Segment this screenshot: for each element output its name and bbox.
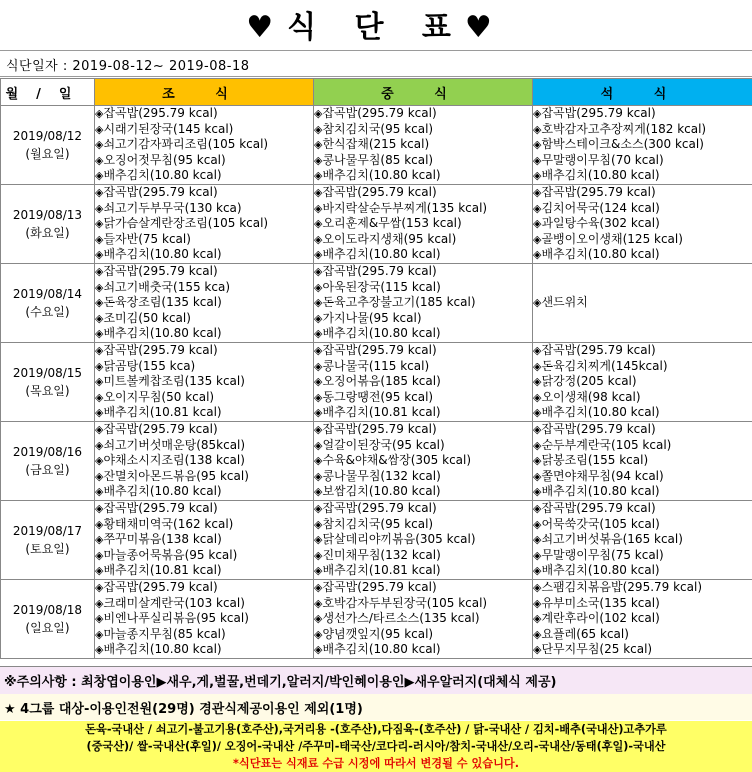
menu-item: ◈ 돈육김치찌게(145kcal) [533, 359, 752, 375]
column-header-lunch: 중 식 [314, 79, 533, 106]
menu-item: ◈ 잡곡밥(295.79 kcal) [95, 106, 313, 122]
menu-item: ◈ 호박감자두부된장국(105 kcal) [314, 596, 532, 612]
breakfast-cell [95, 501, 314, 580]
menu-item: ◈ 얼갈이된장국(95 kcal) [314, 438, 532, 454]
dinner-cell [533, 343, 752, 422]
menu-item: ◈ 골뱅이오이생채(125 kcal) [533, 232, 752, 248]
page-title: ♥식 단 표♥ [246, 10, 506, 45]
breakfast-cell [95, 185, 314, 264]
menu-item: ◈ 돈육고추장불고기(185 kcal) [314, 295, 532, 311]
menu-item: ◈ 잡곡밥(295.79 kcal) [533, 422, 752, 438]
weekday-text: (목요일) [25, 384, 70, 398]
menu-item: ◈ 닭강정(205 kcal) [533, 374, 752, 390]
column-header-breakfast: 조 식 [95, 79, 314, 106]
day-row [1, 106, 752, 185]
menu-item: ◈ 가지나물(95 kcal) [314, 311, 532, 327]
menu-item: ◈ 오징어볶음(185 kcal) [314, 374, 532, 390]
header-row [1, 79, 752, 106]
menu-item: ◈ 참치김치국(95 kcal) [314, 517, 532, 533]
menu-item: ◈ 잡곡밥(295.79 kcal) [533, 343, 752, 359]
menu-item: ◈ 아욱된장국(115 kcal) [314, 280, 532, 296]
menu-item: ◈ 잡곡밥(295.79 kcal) [95, 264, 313, 280]
origin-box [0, 721, 752, 772]
lunch-cell [314, 580, 533, 659]
menu-item: ◈ 배추김치(10.80 kcal) [533, 168, 752, 184]
date-text: 2019/08/14 [12, 287, 83, 301]
menu-item: ◈ 잡곡밥(295.79 kcal) [95, 422, 313, 438]
menu-item: ◈ 콩나물무침(85 kcal) [314, 153, 532, 169]
dinner-cell [533, 501, 752, 580]
menu-item: ◈ 보쌈김치(10.80 kcal) [314, 484, 532, 500]
day-row [1, 185, 752, 264]
menu-item: ◈ 잡곡밥(295.79 kcal) [314, 501, 532, 517]
menu-item: ◈ 잡곡밥(295.79 kcal) [533, 106, 752, 122]
menu-item: ◈ 쇠고기감자꽈리조림(105 kcal) [95, 137, 313, 153]
menu-item: ◈ 잡곡밥(295.79 kcal) [314, 580, 532, 596]
menu-item: ◈ 쇠고기버섯매운탕(85kcal) [95, 438, 313, 454]
menu-item: ◈ 조미김(50 kcal) [95, 311, 313, 327]
menu-item: ◈ 과일탕수육(302 kcal) [533, 216, 752, 232]
breakfast-cell [95, 343, 314, 422]
menu-table [0, 78, 752, 659]
menu-item: ◈ 계란후라이(102 kcal) [533, 611, 752, 627]
date-cell [1, 422, 95, 501]
origin-warning: *식단표는 식재료 수급 시정에 따라서 변경될 수 있습니다. [233, 757, 519, 770]
breakfast-cell [95, 422, 314, 501]
menu-item: ◈ 돈육장조림(135 kcal) [95, 295, 313, 311]
menu-item: ◈ 쇠고기배춧국(155 kca) [95, 280, 313, 296]
notice-text: ※주의사항 : 최창엽이용인▶새우,게,벌꿀,번데기,알러지/박인혜이용인▶새우알러지(대체식 제공) [4, 675, 557, 690]
menu-item: ◈ 배추김치(10.81 kcal) [95, 563, 313, 579]
menu-item: ◈ 생선가스/타르소스(135 kcal) [314, 611, 532, 627]
menu-item: ◈ 마늘종지무침(85 kcal) [95, 627, 313, 643]
menu-item: ◈ 잡곡밥(295.79 kcal) [95, 343, 313, 359]
lunch-cell [314, 185, 533, 264]
menu-item: ◈ 오이지무침(50 kcal) [95, 390, 313, 406]
lunch-cell [314, 343, 533, 422]
weekday-text: (금요일) [25, 463, 70, 477]
weekday-text: (수요일) [25, 305, 70, 319]
period-label: 식단일자 : 2019-08-12~ 2019-08-18 [6, 59, 250, 74]
menu-item: ◈ 배추김치(10.80 kcal) [533, 563, 752, 579]
column-header-date: 월/일 [1, 79, 95, 106]
menu-item: ◈ 야채소시지조림(138 kcal) [95, 453, 313, 469]
menu-item: ◈ 함박스테이크&소스(300 kcal) [533, 137, 752, 153]
lunch-cell [314, 422, 533, 501]
menu-item: ◈ 닭곰탕(155 kca) [95, 359, 313, 375]
date-text: 2019/08/13 [12, 208, 83, 222]
dinner-cell [533, 422, 752, 501]
menu-item: ◈ 순두부계란국(105 kcal) [533, 438, 752, 454]
menu-item: ◈ 양념깻잎지(95 kcal) [314, 627, 532, 643]
menu-item: ◈ 배추김치(10.80 kcal) [95, 642, 313, 658]
menu-item: ◈ 시래기된장국(145 kcal) [95, 122, 313, 138]
weekday-text: (일요일) [25, 621, 70, 635]
column-header-dinner: 석 식 [533, 79, 752, 106]
weekday-text: (월요일) [25, 147, 70, 161]
menu-item: ◈ 오징어젓무침(95 kcal) [95, 153, 313, 169]
menu-item: ◈ 배추김치(10.80 kcal) [314, 326, 532, 342]
menu-item: ◈ 배추김치(10.80 kcal) [533, 247, 752, 263]
dinner-cell [533, 106, 752, 185]
menu-item: ◈ 콩나물무침(132 kcal) [314, 469, 532, 485]
menu-item: ◈ 오리훈제&무쌈(153 kcal) [314, 216, 532, 232]
menu-item: ◈ 황태채미역국(162 kcal) [95, 517, 313, 533]
lunch-cell [314, 264, 533, 343]
menu-item: ◈ 쇠고기두부무국(130 kca) [95, 201, 313, 217]
menu-item: ◈ 쫄면야채무침(94 kcal) [533, 469, 752, 485]
weekday-text: (화요일) [25, 226, 70, 240]
menu-item: ◈ 무말랭이무침(70 kcal) [533, 153, 752, 169]
divider [0, 76, 752, 77]
menu-item: ◈ 김치어묵국(124 kcal) [533, 201, 752, 217]
date-cell [1, 185, 95, 264]
menu-item: ◈ 잡곡밥(295.79 kcal) [314, 422, 532, 438]
menu-item: ◈ 오이생채(98 kcal) [533, 390, 752, 406]
menu-item: ◈ 샌드위치 [533, 295, 752, 311]
date-cell [1, 501, 95, 580]
menu-item: ◈ 참치김치국(95 kcal) [314, 122, 532, 138]
weekday-text: (토요일) [25, 542, 70, 556]
menu-item: ◈ 콩나물국(115 kcal) [314, 359, 532, 375]
date-text: 2019/08/15 [12, 366, 83, 380]
menu-item: ◈ 수육&야채&쌈장(305 kcal) [314, 453, 532, 469]
menu-item: ◈ 닭봉조림(155 kcal) [533, 453, 752, 469]
notice-bar [0, 666, 752, 695]
menu-item: ◈ 비엔나푸실리볶음(95 kcal) [95, 611, 313, 627]
menu-item: ◈ 닭살데리야끼볶음(305 kcal) [314, 532, 532, 548]
date-text: 2019/08/16 [12, 445, 83, 459]
breakfast-cell [95, 264, 314, 343]
menu-item: ◈ 배추김치(10.81 kcal) [95, 405, 313, 421]
menu-item: ◈ 진미채무침(132 kcal) [314, 548, 532, 564]
menu-item: ◈ 미트볼케찹조림(135 kcal) [95, 374, 313, 390]
menu-item: ◈ 잡곡밥(295.79 kcal) [314, 185, 532, 201]
menu-item: ◈ 배추김치(10.80 kcal) [314, 168, 532, 184]
menu-item: ◈ 동그랑땡전(95 kcal) [314, 390, 532, 406]
menu-item: ◈ 유부미소국(135 kcal) [533, 596, 752, 612]
date-cell [1, 264, 95, 343]
menu-item: ◈ 닭가슴살계란장조림(105 kcal) [95, 216, 313, 232]
menu-item: ◈ 배추김치(10.80 kcal) [95, 247, 313, 263]
lunch-cell [314, 106, 533, 185]
menu-item: ◈ 한식잡채(215 kcal) [314, 137, 532, 153]
menu-item: ◈ 오이도라지생채(95 kcal) [314, 232, 532, 248]
divider [0, 50, 752, 51]
day-row [1, 343, 752, 422]
menu-item: ◈ 요플레(65 kcal) [533, 627, 752, 643]
day-row [1, 264, 752, 343]
date-text: 2019/08/18 [12, 603, 83, 617]
dinner-cell [533, 185, 752, 264]
menu-item: ◈ 배추김치(10.80 kcal) [95, 168, 313, 184]
menu-item: ◈ 호박감자고추장찌게(182 kcal) [533, 122, 752, 138]
menu-item: ◈ 잡곡밥(295.79 kcal) [95, 185, 313, 201]
menu-item: ◈ 어묵쑥갓국(105 kcal) [533, 517, 752, 533]
menu-item: ◈ 배추김치(10.81 kcal) [314, 405, 532, 421]
breakfast-cell [95, 580, 314, 659]
menu-item: ◈ 배추김치(10.80 kcal) [95, 484, 313, 500]
menu-item: ◈ 단무지무침(25 kcal) [533, 642, 752, 658]
menu-item: ◈ 바지락살순두부찌게(135 kcal) [314, 201, 532, 217]
menu-item: ◈ 잡곡밥(295.79 kcal) [533, 501, 752, 517]
menu-item: ◈ 무말랭이무침(75 kcal) [533, 548, 752, 564]
date-text: 2019/08/12 [12, 129, 83, 143]
dinner-cell [533, 264, 752, 343]
date-cell [1, 106, 95, 185]
day-row [1, 580, 752, 659]
menu-item: ◈ 잔멸치아몬드볶음(95 kcal) [95, 469, 313, 485]
menu-item: ◈ 쇠고기버섯볶음(165 kcal) [533, 532, 752, 548]
menu-item: ◈ 잡곡밥(295.79 kcal) [314, 106, 532, 122]
group-note-bar [0, 694, 752, 720]
menu-item: ◈ 들자반(75 kcal) [95, 232, 313, 248]
breakfast-cell [95, 106, 314, 185]
date-cell [1, 343, 95, 422]
day-row [1, 501, 752, 580]
menu-item: ◈ 배추김치(10.81 kcal) [314, 563, 532, 579]
lunch-cell [314, 501, 533, 580]
origin-line: 돈육-국내산 / 쇠고기-불고기용(호주산),국거리용 -(호주산),다짐육-(호주산) / 닭-국내산 / 김치-배추(국내산)고추가루 [85, 723, 667, 736]
menu-item: ◈ 잡곡밥(295.79 kcal) [95, 580, 313, 596]
date-text: 2019/08/17 [12, 524, 83, 538]
dinner-cell [533, 580, 752, 659]
menu-item: ◈ 잡곡밥(295.79 kcal) [314, 264, 532, 280]
menu-item: ◈ 배추김치(10.80 kcal) [95, 326, 313, 342]
menu-item: ◈ 잡곡밥(295.79 kcal) [533, 185, 752, 201]
menu-item: ◈ 스팸김치볶음밥(295.79 kcal) [533, 580, 752, 596]
menu-item: ◈ 쭈꾸미볶음(138 kcal) [95, 532, 313, 548]
day-row [1, 422, 752, 501]
menu-item: ◈ 잡곡밥(295.79 kcal) [95, 501, 313, 517]
date-cell [1, 580, 95, 659]
menu-item: ◈ 마늘종어묵볶음(95 kcal) [95, 548, 313, 564]
menu-item: ◈ 배추김치(10.80 kcal) [533, 484, 752, 500]
menu-item: ◈ 배추김치(10.80 kcal) [314, 247, 532, 263]
menu-item: ◈ 배추김치(10.80 kcal) [314, 642, 532, 658]
group-note-text: ★ 4그룹 대상-이용인전원(29명) 경관식제공이용인 제외(1명) [4, 701, 363, 717]
menu-item: ◈ 잡곡밥(295.79 kcal) [314, 343, 532, 359]
menu-item: ◈ 배추김치(10.80 kcal) [533, 405, 752, 421]
menu-item: ◈ 크래미살계란국(103 kcal) [95, 596, 313, 612]
origin-line: (중국산)/ 쌀-국내산(후일)/ 오징어-국내산 /주꾸미-태국산/코다리-러시아/참치-국내산/오리-국내산/동태(후일)-국내산 [86, 740, 666, 753]
